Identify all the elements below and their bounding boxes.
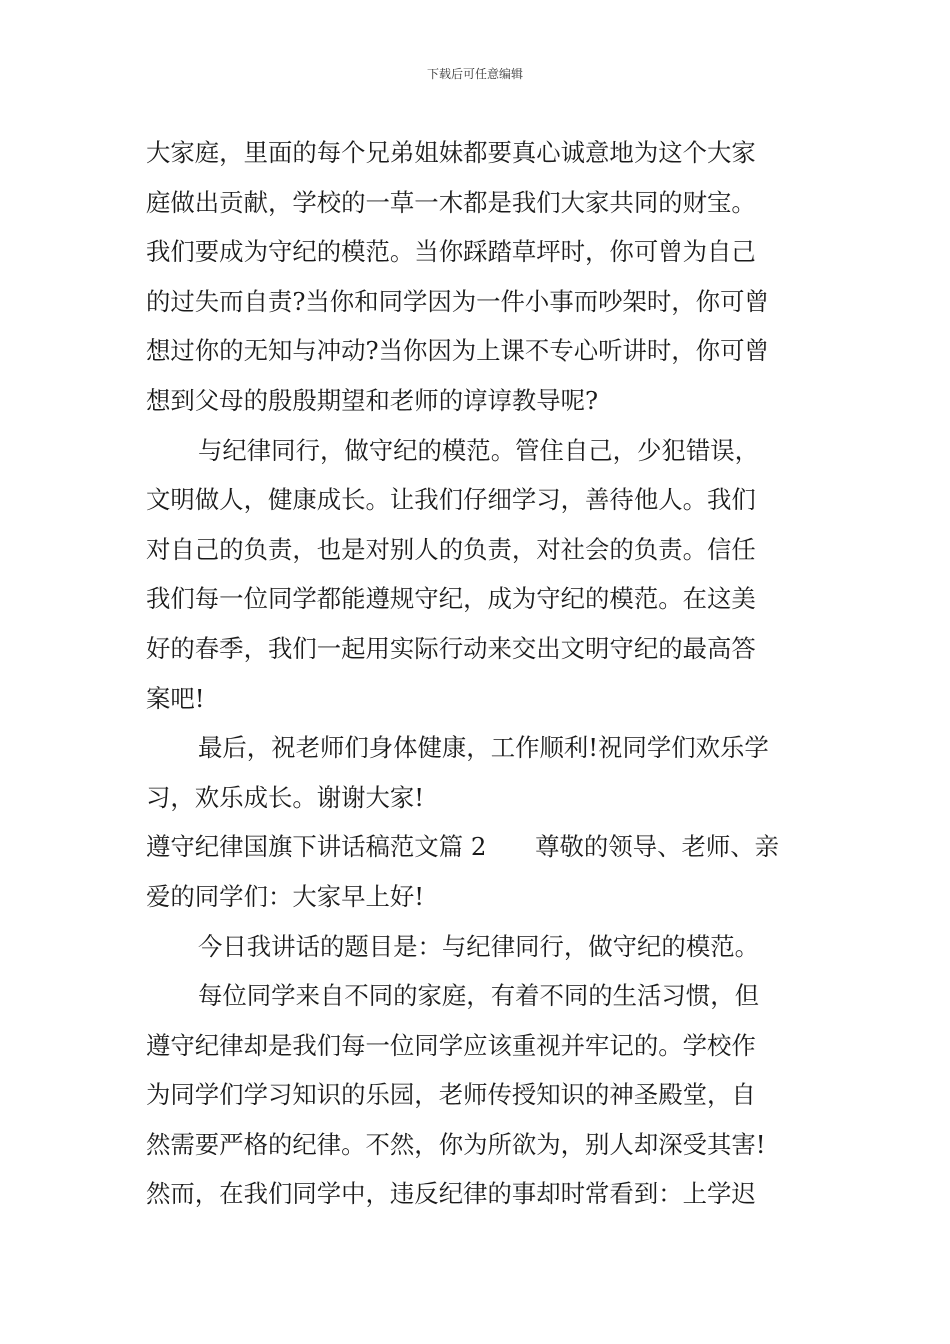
text-line: 案吧! [146, 683, 205, 713]
text-line: 大家庭，里面的每个兄弟姐妹都要真心诚意地为这个大家 [146, 138, 756, 167]
text-line: 的过失而自责?当你和同学因为一件小事而吵架时，你可曾 [146, 286, 769, 316]
paragraph-first-line: 最后，祝老师们身体健康，工作顺利!祝同学们欢乐学 [198, 733, 769, 763]
paragraph-first-line: 今日我讲话的题目是：与纪律同行，做守纪的模范。 [198, 931, 759, 961]
text-line: 爱的同学们：大家早上好! [146, 881, 425, 911]
text-line: 好的春季，我们一起用实际行动来交出文明守纪的最高答 [146, 633, 756, 663]
text-line: 想到父母的殷殷期望和老师的谆谆教导呢? [146, 385, 599, 415]
text-line: 遵守纪律却是我们每一位同学应该重视并牢记的。学校作 [146, 1030, 756, 1060]
page-header: 下载后可任意编辑 [426, 67, 523, 81]
text-line: 对自己的负责，也是对别人的负责，对社会的负责。信任 [146, 534, 756, 564]
text-line: 习，欢乐成长。谢谢大家! [146, 782, 425, 812]
text-line: 然需要严格的纪律。不然，你为所欲为，别人却深受其害! [146, 1129, 766, 1159]
text-line: 为同学们学习知识的乐园，老师传授知识的神圣殿堂，自 [146, 1080, 756, 1110]
text-line: 文明做人，健康成长。让我们仔细学习，善待他人。我们 [146, 485, 756, 515]
text-line: 然而，在我们同学中，违反纪律的事却时常看到：上学迟 [146, 1179, 756, 1209]
text-line: 想过你的无知与冲动?当你因为上课不专心听讲时，你可曾 [146, 336, 769, 366]
text-line: 庭做出贡献，学校的一草一木都是我们大家共同的财宝。 [146, 187, 756, 217]
paragraph-first-line: 每位同学来自不同的家庭，有着不同的生活习惯，但 [198, 981, 759, 1011]
body-text [146, 128, 808, 1219]
text-line: 我们要成为守纪的模范。当你踩踏草坪时，你可曾为自己 [146, 237, 756, 267]
text-line: 我们每一位同学都能遵规守纪，成为守纪的模范。在这美 [146, 584, 756, 614]
paragraph-first-line: 与纪律同行，做守纪的模范。管住自己，少犯错误， [198, 435, 759, 465]
section-heading-line: 遵守纪律国旗下讲话稿范文篇 2 尊敬的领导、老师、亲 [146, 832, 780, 862]
